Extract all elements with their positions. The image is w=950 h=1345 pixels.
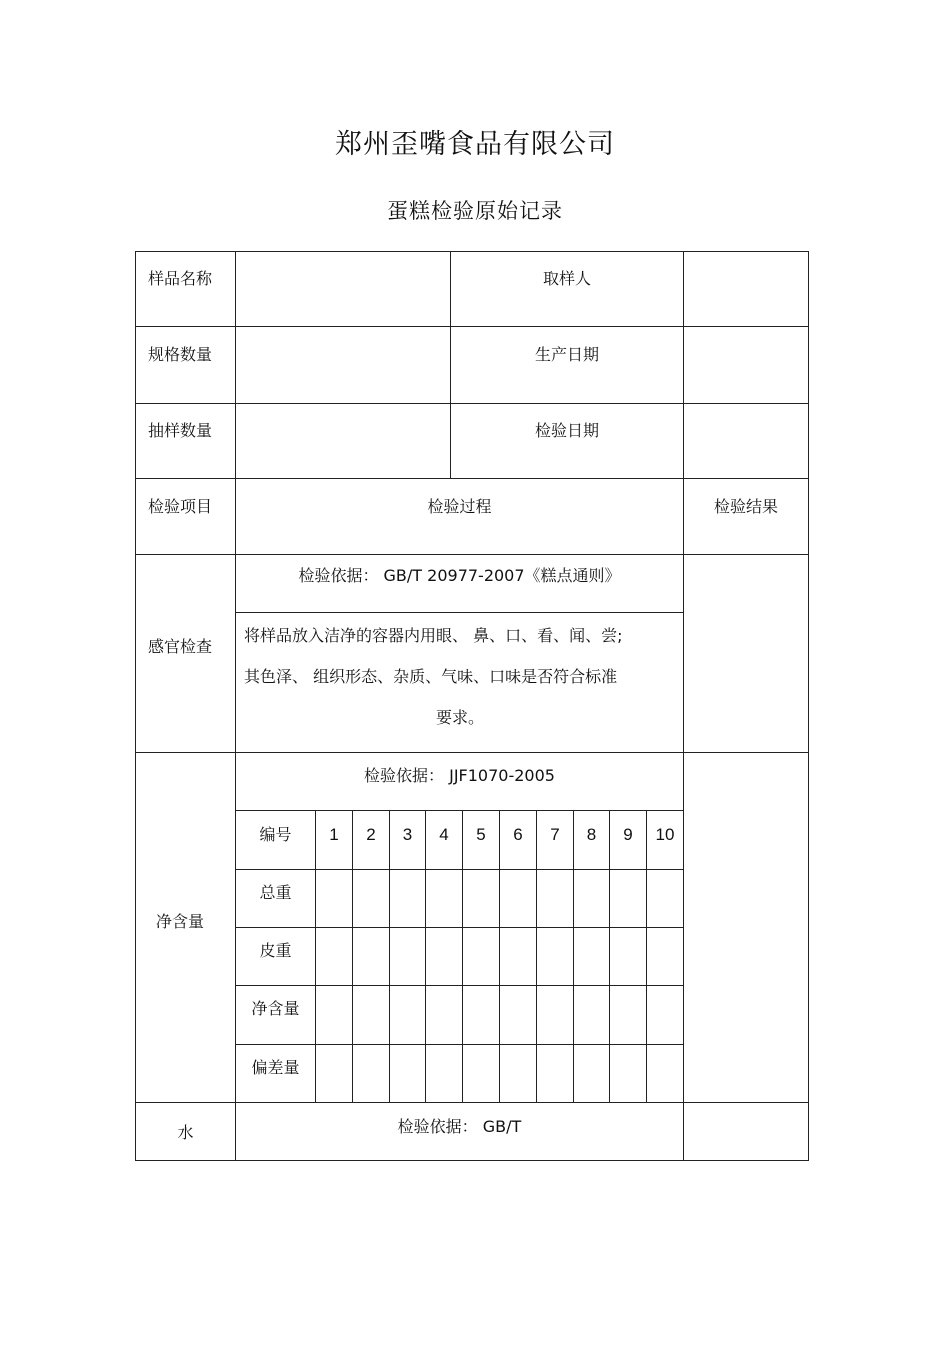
water-basis: 检验依据： GB/T xyxy=(397,1117,522,1136)
net-content-result-field[interactable] xyxy=(684,754,807,1101)
water-label: 水 xyxy=(177,1123,194,1142)
sampler-field[interactable] xyxy=(684,255,807,325)
inspection-result-header: 检验结果 xyxy=(713,497,778,516)
gross-weight-label: 总重 xyxy=(259,883,292,902)
sample-number: 5 xyxy=(476,825,486,844)
sample-number: 9 xyxy=(623,825,633,844)
document-title: 蛋糕检验原始记录 xyxy=(387,199,563,223)
sample-number: 2 xyxy=(366,825,376,844)
sampler-label: 取样人 xyxy=(542,269,591,288)
net-weight-label: 净含量 xyxy=(251,999,300,1018)
inspection-date-label: 检验日期 xyxy=(534,421,599,440)
inspection-process-header: 检验过程 xyxy=(427,497,492,516)
deviation-label: 偏差量 xyxy=(251,1058,300,1077)
sensory-result-field[interactable] xyxy=(684,556,807,751)
number-header: 编号 xyxy=(259,825,292,844)
water-result-field[interactable] xyxy=(684,1104,807,1159)
spec-qty-label: 规格数量 xyxy=(148,345,213,364)
sample-number: 4 xyxy=(439,825,449,844)
sample-name-field[interactable] xyxy=(236,255,449,325)
sample-number: 6 xyxy=(513,825,523,844)
sensory-procedure xyxy=(244,615,676,738)
inspection-date-field[interactable] xyxy=(684,407,807,477)
sample-number: 7 xyxy=(550,825,560,844)
production-date-field[interactable] xyxy=(684,330,807,402)
company-name: 郑州歪嘴食品有限公司 xyxy=(335,129,615,160)
sensory-procedure-line1: 将样品放入洁净的容器内用眼、 鼻、口、看、闻、尝; xyxy=(244,626,623,645)
sample-number: 10 xyxy=(655,825,675,844)
sensory-basis: 检验依据： GB/T 20977-2007《糕点通则》 xyxy=(298,566,621,585)
sensory-procedure-line3: 要求。 xyxy=(435,708,484,727)
sample-number: 1 xyxy=(329,825,339,844)
net-content-basis: 检验依据： JJF1070-2005 xyxy=(364,766,555,785)
sample-name-label: 样品名称 xyxy=(148,269,213,288)
tare-weight-label: 皮重 xyxy=(259,941,292,960)
sensory-check-label: 感官检查 xyxy=(148,637,213,656)
production-date-label: 生产日期 xyxy=(534,345,599,364)
sampling-qty-field[interactable] xyxy=(236,407,449,477)
sensory-procedure-line2: 其色泽、 组织形态、杂质、气味、口味是否符合标准 xyxy=(244,667,618,686)
sample-number: 8 xyxy=(586,825,597,844)
spec-qty-field[interactable] xyxy=(236,330,449,402)
net-content-label: 净含量 xyxy=(156,912,205,931)
sample-number: 3 xyxy=(402,825,413,844)
inspection-item-header: 检验项目 xyxy=(148,497,213,516)
sampling-qty-label: 抽样数量 xyxy=(148,421,213,440)
